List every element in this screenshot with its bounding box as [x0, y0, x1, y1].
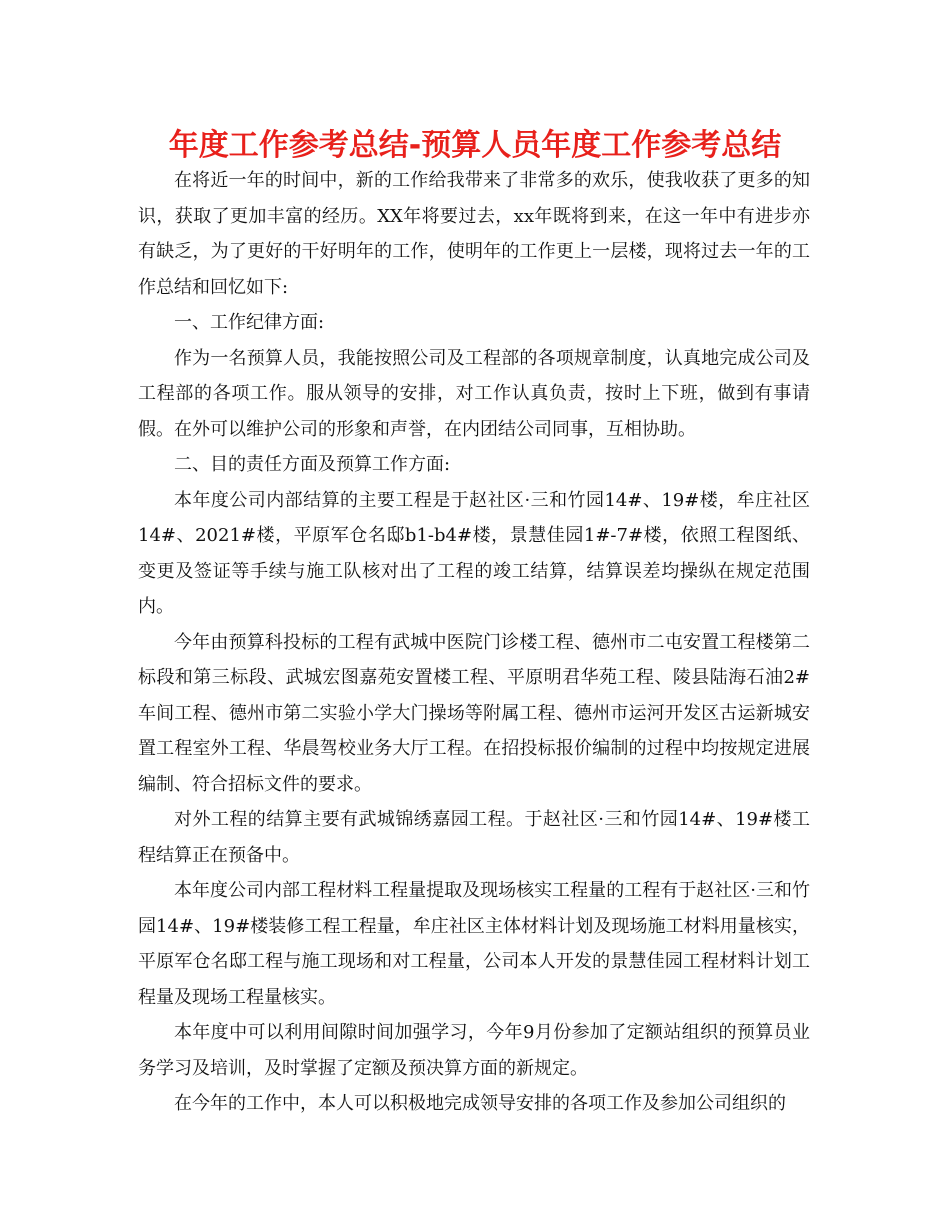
document-body: [138, 163, 810, 1122]
section-heading-responsibility: 二、目的责任方面及预算工作方面:: [174, 454, 451, 475]
paragraph-intro: 在将近一年的时间中，新的工作给我带来了非常多的欢乐，使我收获了更多的知识，获取了更加丰富的经历。XX年将要过去，xx年既将到来，在这一年中有进步亦有缺乏，为了更好的干好明年的工作，使明年的工作更上一层楼，现将过去一年的工作总结和回忆如下:: [138, 170, 810, 298]
paragraph-bidding: 今年由预算科投标的工程有武城中医院门诊楼工程、德州市二屯安置工程楼第二标段和第三标段、武城宏图嘉苑安置楼工程、平原明君华苑工程、陵县陆海石油2#车间工程、德州市第二实验小学大门操场等附属工程、德州市运河开发区古运新城安置工程室外工程、华晨驾校业务大厅工程。在招投标报价编制的过程中均按规定进展编制、符合招标文件的要求。: [138, 631, 810, 795]
paragraph-material-quantities: 本年度公司内部工程材料工程量提取及现场核实工程量的工程有于赵社区·三和竹园14#、19#楼装修工程工程量，牟庄社区主体材料计划及现场施工材料用量核实，平原军仓名邸工程与施工现场和对工程量，公司本人开发的景慧佳园工程材料计划工程量及现场工程量核实。: [138, 880, 810, 1008]
section-heading-discipline: 一、工作纪律方面:: [174, 312, 325, 333]
paragraph-discipline: 作为一名预算人员，我能按照公司及工程部的各项规章制度，认真地完成公司及工程部的各项工作。服从领导的安排，对工作认真负责，按时上下班，做到有事请假。在外可以维护公司的形象和声誉，在内团结公司同事，互相协助。: [138, 347, 810, 440]
paragraph-internal-settlement: 本年度公司内部结算的主要工程是于赵社区·三和竹园14#、19#楼，牟庄社区14#、2021#楼，平原军仓名邸b1-b4#楼，景慧佳园1#-7#楼，依照工程图纸、变更及签证等手续与施工队核对出了工程的竣工结算，结算误差均操纵在规定范围内。: [138, 489, 810, 617]
paragraph-closing: 在今年的工作中，本人可以积极地完成领导安排的各项工作及参加公司组织的: [174, 1093, 786, 1114]
paragraph-external-settlement: 对外工程的结算主要有武城锦绣嘉园工程。于赵社区·三和竹园14#、19#楼工程结算正在预备中。: [138, 809, 810, 866]
document-title: 年度工作参考总结-预算人员年度工作参考总结: [168, 128, 782, 163]
paragraph-training: 本年度中可以利用间隙时间加强学习，今年9月份参加了定额站组织的预算员业务学习及培训，及时掌握了定额及预决算方面的新规定。: [138, 1022, 810, 1079]
